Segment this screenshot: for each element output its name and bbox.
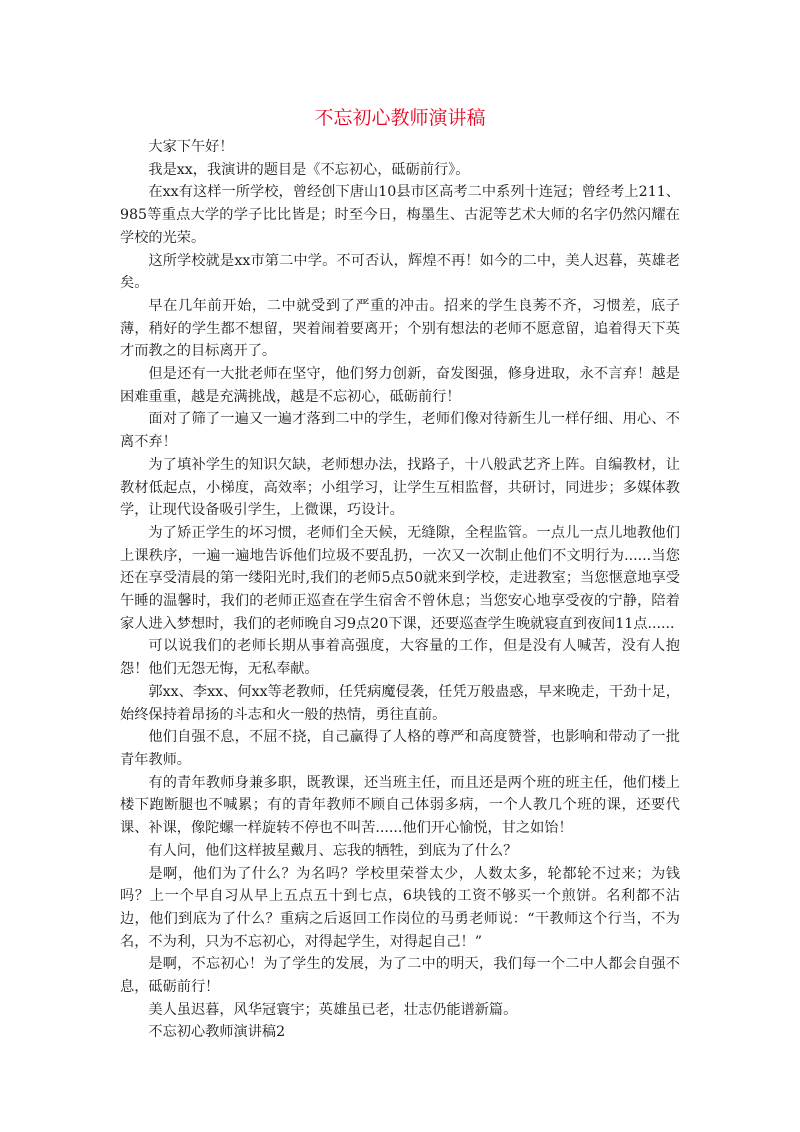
paragraph-habits: 为了矫正学生的坏习惯，老师们全天候，无缝隙，全程监管。一点儿一点儿地教他们上课秩序，一遍一遍地告诉他们垃圾不要乱扔，一次又一次制止他们不文明行为......当您还在享受清晨的第一缕阳光时,我们的老师5点50就来到学校，走进教室；当您惬意地享受午睡的温馨时，我们的老师正巡查在学生宿舍不曾休息；当您安心地享受夜的宁静，陪着家人进入梦想时，我们的老师晚自习9点20下课，还要巡查学生晚就寝直到夜间11点...... [120,524,680,632]
paragraph-intro: 我是xx，我演讲的题目是《不忘初心，砥砺前行》。 [148,161,470,178]
paragraph-question: 有人问，他们这样披星戴月、忘我的牺牲，到底为了什么？ [148,842,518,859]
paragraph-original-intent: 是啊，不忘初心！为了学生的发展，为了二中的明天，我们每一个二中人都会自强不息，砥砺前行！ [120,956,680,996]
paragraph-workload: 可以说我们的老师长期从事着高强度，大容量的工作，但是没有人喊苦，没有人抱怨！他们无怨无悔，无私奉献。 [120,638,680,678]
paragraph-teaching-methods: 为了填补学生的知识欠缺，老师想办法，找路子，十八般武艺齐上阵。自编教材，让教材低起点，小梯度，高效率；小组学习，让学生互相监督，共研讨，同进步；多媒体教学，让现代设备吸引学生，上微课，巧设计。 [120,456,680,519]
paragraph-greeting: 大家下午好！ [148,139,234,155]
paragraph-school-history: 在xx有这样一所学校，曾经创下唐山10县市区高考二中系列十连冠；曾经考上211、985等重点大学的学子比比皆是；时至今日，梅墨生、古泥等艺术大师的名字仍然闪耀在学校的光荣。 [120,184,680,246]
paragraph-veteran-teachers: 郭xx、李xx、何xx等老教师，任凭病魔侵袭，任凭万般蛊惑，早来晚走，干劲十足，始终保持着昂扬的斗志和火一般的热情，勇往直前。 [120,683,680,723]
paragraph-impact: 早在几年前开始，二中就受到了严重的冲击。招来的学生良莠不齐，习惯差，底子薄，稍好的学生都不想留，哭着闹着要离开；个别有想法的老师不愿意留，追着得天下英才而教之的目标离开了。 [120,297,680,360]
paragraph-answer: 是啊，他们为了什么？为名吗？学校里荣誉太少，人数太多，轮都轮不过来；为钱吗？上一个早自习从早上五点五十到七点，6块钱的工资不够买一个煎饼。名利都不沾边，他们到底为了什么？重病之后返回工作岗位的马勇老师说：“干教师这个行当，不为名，不为利，只为不忘初心，对得起学生，对得起自己！” [120,865,680,950]
paragraph-young-teachers: 有的青年教师身兼多职，既教课，还当班主任，而且还是两个班的班主任，他们楼上楼下跑断腿也不喊累；有的青年教师不顾自己体弱多病，一个人教几个班的课，还要代课、补课，像陀螺一样旋转不停也不叫苦......他们开心愉悦，甘之如饴！ [120,774,680,837]
paragraph-persist: 但是还有一大批老师在坚守，他们努力创新，奋发图强，修身进取，永不言弃！越是困难重重，越是充满挑战，越是不忘初心，砥砺前行！ [120,366,680,405]
paragraph-closing: 美人虽迟暮，风华冠寰宇；英雄虽已老，壮志仍能谱新篇。 [148,1001,518,1018]
document-page [120,104,680,1044]
paragraph-school-decline: 这所学校就是xx市第二中学。不可否认，辉煌不再！如今的二中，美人迟暮，英雄老矣。 [120,252,680,292]
document-title: 不忘初心教师演讲稿 [314,107,486,129]
paragraph-next-title: 不忘初心教师演讲稿2 [148,1024,286,1041]
paragraph-care: 面对了筛了一遍又一遍才落到二中的学生，老师们像对待新生儿一样仔细、用心、不离不弃！ [120,411,680,451]
paragraph-influence: 他们自强不息，不屈不挠，自己赢得了人格的尊严和高度赞誉，也影响和带动了一批青年教师。 [120,729,680,768]
